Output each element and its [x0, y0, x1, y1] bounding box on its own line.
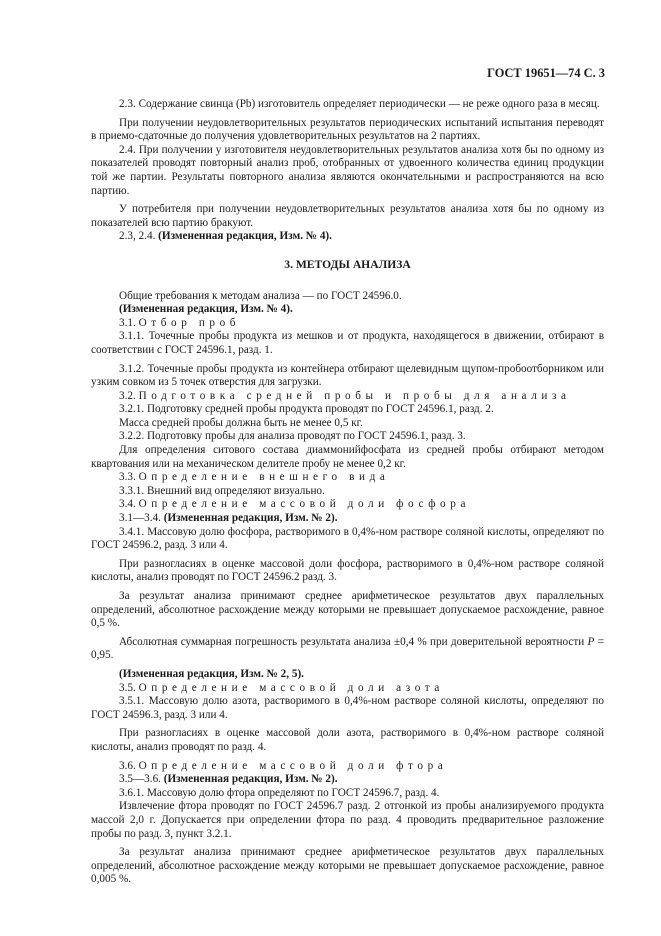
- paragraph-3-2-1: 3.2.1. Подготовку средней пробы продукта проводят по ГОСТ 24596.1, разд. 2.: [119, 403, 494, 416]
- paragraph-3-4-1: 3.4.1. Массовую долю фосфора, растворимого в 0,4%-ном растворе соляной кислоты, определяют по ГОСТ 24596.2, разд. 3 или 4.: [91, 525, 604, 552]
- amendment-text: (Измененная редакция, Изм. № 4).: [158, 230, 332, 243]
- heading-text: Определение массовой доли фтора: [138, 759, 448, 772]
- paragraph-3-1-2: 3.1.2. Точечные пробы продукта из контейнера отбирают щелевидным щупом-пробоотборником или узким совком из 5 точек отверстия для загрузки.: [91, 362, 604, 389]
- heading-text: Определение внешнего вида: [138, 471, 390, 484]
- paragraph-general-requirements: Общие требования к методам анализа — по ГОСТ 24596.0.: [119, 289, 402, 302]
- amendment-note-3-5-3-6: [91, 773, 604, 787]
- paragraph-3-4-1-error: [91, 636, 604, 663]
- amendment-note-2-3-2-4: [91, 230, 604, 244]
- heading-number: 3.4.: [119, 498, 136, 511]
- heading-text: Подготовка средней пробы и пробы для анализа: [138, 389, 571, 402]
- error-text: Абсолютная суммарная погрешность результата анализа ±0,4 % при доверительной вероятности: [119, 635, 585, 648]
- heading-3-5: [91, 682, 604, 696]
- paragraph-3-5-1-disagreement: При разногласиях в оценке массовой доли азота, растворимого в 0,4%-ном растворе соляной кислоты, анализ проводят по разд. 4.: [91, 727, 604, 753]
- amendment-note-3-1-3-4: [91, 512, 604, 526]
- document-body: [91, 98, 604, 887]
- paragraph-3-2-2: 3.2.2. Подготовку пробы для анализа проводят по ГОСТ 24596.1, разд. 3.: [119, 430, 466, 443]
- heading-number: 3.5.: [119, 681, 136, 694]
- heading-text: Отбор проб: [138, 316, 241, 329]
- amendment-text: (Измененная редакция, Изм. № 2).: [163, 773, 338, 786]
- heading-number: 3.6.: [119, 759, 136, 772]
- heading-number: 3.2.: [119, 389, 136, 402]
- paragraph-3-4-1-result: За результат анализа принимают среднее арифметическое результатов двух параллельных определений, абсолютное расхождение между которыми не превышает допускаемое расхождение, равное 0,5 %.: [91, 590, 604, 630]
- paragraph-3-6-1-extraction: Извлечение фтора проводят по ГОСТ 24596.7 разд. 2 отгонкой из пробы анализируемого продукта массой 2,0 г. Допускается при определении фтора по разд. 4 проводить предварительное разложение пробы по разд. 3, пункт 3.2.1.: [91, 800, 604, 840]
- paragraph-3-6-1: 3.6.1. Массовую долю фтора определяют по ГОСТ 24596.7, разд. 4.: [119, 786, 440, 799]
- paragraph-3-2-1-mass: Масса средней пробы должна быть не менее 0,5 кг.: [119, 416, 363, 429]
- paragraph-3-4-1-disagreement: При разногласиях в оценке массовой доли фосфора, растворимого в 0,4%-ном растворе соляной кислоты, анализ проводят по ГОСТ 24596.2 разд. 3.: [91, 557, 604, 584]
- amendment-ref: 2.3, 2.4.: [119, 230, 156, 243]
- heading-number: 3.1.: [119, 316, 136, 329]
- section-title-methods: 3. МЕТОДЫ АНАЛИЗА: [284, 257, 411, 271]
- paragraph-2-4: 2.4. При получении у изготовителя неудовлетворительных результатов анализа хотя бы по одному из показателей проводят повторный анализ проб, отобранных от удвоенного количества единиц продукции той же партии. Результаты повторного анализа являются окончательными и распространяются на всю партию.: [91, 143, 604, 197]
- amendment-text: (Измененная редакция, Изм. № 2).: [163, 512, 338, 525]
- paragraph-2-4-consumer: У потребителя при получении неудовлетворительных результатов анализа хотя бы по одному из показателей всю партию бракуют.: [91, 203, 604, 229]
- paragraph-3-6-1-result: За результат анализа принимают среднее арифметическое результатов двух параллельных определений, абсолютное расхождение между которыми не превышает допускаемое расхождение, равное 0,005 %.: [91, 846, 604, 886]
- amendment-note-general: (Измененная редакция, Изм. № 4).: [119, 303, 293, 316]
- heading-3-3: [91, 471, 604, 485]
- probability-value: = 0,95.: [91, 635, 605, 662]
- heading-3-6: [91, 760, 604, 774]
- heading-number: 3.3.: [119, 471, 136, 484]
- amendment-ref: 3.5—3.6.: [119, 773, 161, 786]
- paragraph-3-5-1: 3.5.1. Массовую долю азота, растворимого в 0,4%-ном растворе соляной кислоты, определяют по ГОСТ 24596.3, разд. 3 или 4.: [91, 695, 604, 721]
- heading-3-2: [91, 390, 604, 404]
- paragraph-2-3: 2.3. Содержание свинца (Pb) изготовитель определяет периодически — не реже одного раза в месяц.: [119, 98, 600, 110]
- heading-text: Определение массовой доли азота: [138, 681, 444, 694]
- paragraph-3-3-1: 3.3.1. Внешний вид определяют визуально.: [119, 484, 325, 497]
- paragraph-3-1-1: 3.1.1. Точечные пробы продукта из мешков и от продукта, находящегося в движении, отбирают в соответствии с ГОСТ 24596.1, разд. 1.: [91, 330, 604, 356]
- amendment-ref: 3.1—3.4.: [119, 512, 161, 525]
- page-header: ГОСТ 19651—74 С. 3: [487, 66, 605, 80]
- paragraph-3-2-2-sieve: Для определения ситового состава диаммонийфосфата из средней пробы отбирают методом квартования или на механическом делителе пробу не менее 0,2 кг.: [91, 444, 604, 470]
- heading-text: Определение массовой доли фосфора: [138, 498, 471, 511]
- amendment-note-3-4: (Измененная редакция, Изм. № 2, 5).: [119, 667, 304, 680]
- heading-3-4: [91, 498, 604, 512]
- paragraph-2-3-periodic: При получении неудовлетворительных результатов периодических испытаний испытания переводят в приемо-сдаточные до получения удовлетворительных результатов на 2 партиях.: [91, 116, 604, 143]
- probability-variable: P: [587, 635, 595, 648]
- heading-3-1: [91, 317, 604, 331]
